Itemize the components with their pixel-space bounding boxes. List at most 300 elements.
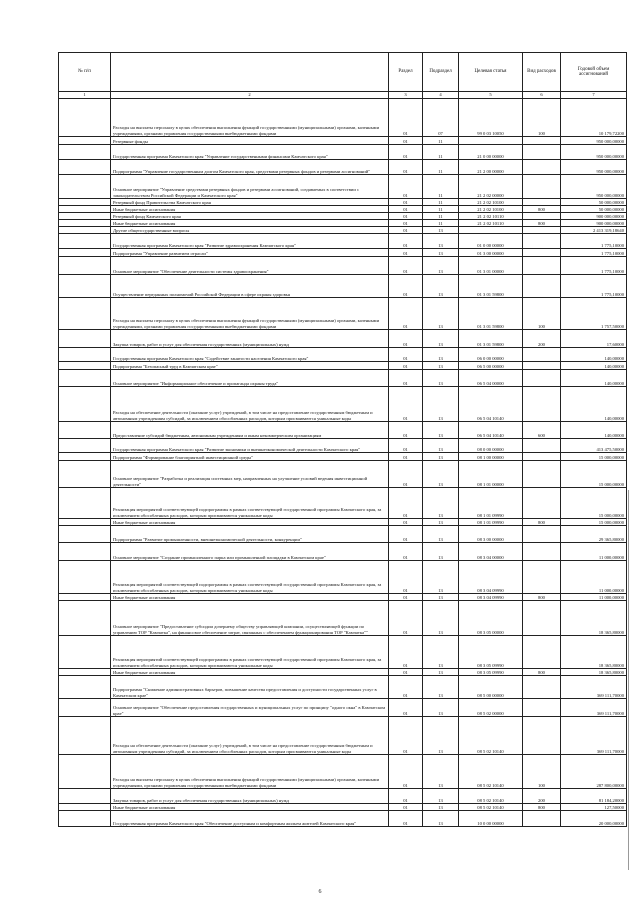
row-subsection-cell: 13: [423, 699, 459, 717]
row-article-cell: 08 1 00 00000: [459, 453, 523, 461]
row-no-cell: [59, 676, 111, 699]
row-section-cell: 01: [389, 145, 423, 160]
row-article-cell: 08 0 00 00000: [459, 439, 523, 453]
row-section-cell: 01: [389, 717, 423, 755]
row-subsection-cell: 13: [423, 789, 459, 804]
row-name-cell: Расходы на выплаты персоналу в целях обеспечения выполнения функций государственными (муниципальными) органами, казенными учреждениями, органами управления государственными внебюджетными фондами: [111, 755, 389, 789]
row-name-cell: Государственная программа Камчатского края "Управление государственными финансами Камчатского края": [111, 145, 389, 160]
table-row: [59, 330, 627, 348]
row-section-cell: 01: [389, 160, 423, 175]
row-amount-cell: 950 000,00000: [561, 145, 627, 160]
row-no-cell: [59, 439, 111, 453]
row-section-cell: 01: [389, 249, 423, 257]
row-name-cell: Иные бюджетные ассигнования: [111, 206, 389, 213]
row-section-cell: 01: [389, 669, 423, 676]
row-amount-cell: 15 000,00000: [561, 488, 627, 519]
table-row: [59, 601, 627, 636]
row-name-cell: Расходы на обеспечение деятельности (оказание услуг) учреждений, в том числе на предоставление государственным бюджетным и автономным учреждениям субсидий, за исключением обособленных расходов, которым присваиваются уникальные коды: [111, 387, 389, 422]
table-row: [59, 362, 627, 370]
row-article-cell: 01 3 01 59800: [459, 298, 523, 330]
row-subsection-cell: 13: [423, 227, 459, 234]
row-expense-cell: 800: [523, 206, 561, 213]
row-subsection-cell: 13: [423, 811, 459, 827]
row-expense-cell: [523, 636, 561, 669]
row-article-cell: 08 3 05 09990: [459, 636, 523, 669]
row-no-cell: [59, 422, 111, 439]
row-article-cell: 08 3 05 00000: [459, 601, 523, 636]
table-row: [59, 145, 627, 160]
row-section-cell: 01: [389, 330, 423, 348]
column-number: 4: [423, 92, 459, 99]
row-subsection-cell: 13: [423, 298, 459, 330]
row-subsection-cell: 13: [423, 249, 459, 257]
row-section-cell: 01: [389, 519, 423, 526]
row-no-cell: [59, 206, 111, 213]
row-expense-cell: [523, 699, 561, 717]
row-no-cell: [59, 370, 111, 387]
header-no: № п/п: [59, 53, 111, 92]
row-no-cell: [59, 804, 111, 811]
column-number: 7: [561, 92, 627, 99]
row-section-cell: 01: [389, 561, 423, 594]
row-section-cell: 01: [389, 601, 423, 636]
row-expense-cell: [523, 175, 561, 199]
row-no-cell: [59, 160, 111, 175]
row-subsection-cell: 13: [423, 636, 459, 669]
row-article-cell: 01 3 01 59800: [459, 275, 523, 298]
table-row: [59, 422, 627, 439]
row-name-cell: Иные бюджетные ассигнования: [111, 804, 389, 811]
row-no-cell: [59, 362, 111, 370]
row-expense-cell: [523, 213, 561, 220]
row-name-cell: Подпрограмма "Формирование благоприятной инвестиционной среды": [111, 453, 389, 461]
row-subsection-cell: 13: [423, 461, 459, 488]
header-expense-type: Вид расходов: [523, 53, 561, 92]
row-expense-cell: [523, 362, 561, 370]
row-article-cell: 21 2 02 00000: [459, 175, 523, 199]
row-expense-cell: [523, 387, 561, 422]
table-row: [59, 175, 627, 199]
margin-line: [628, 490, 631, 870]
row-subsection-cell: 13: [423, 676, 459, 699]
row-section-cell: 01: [389, 488, 423, 519]
row-subsection-cell: 13: [423, 804, 459, 811]
row-section-cell: 01: [389, 227, 423, 234]
row-expense-cell: [523, 461, 561, 488]
row-no-cell: [59, 561, 111, 594]
row-name-cell: Основное мероприятие "Разработка и реализация системных мер, направленных на улучшение условий ведения инвестиционной деятельности": [111, 461, 389, 488]
row-no-cell: [59, 717, 111, 755]
row-no-cell: [59, 453, 111, 461]
table-body: [59, 99, 627, 827]
row-article-cell: 99 0 03 10050: [459, 99, 523, 137]
row-expense-cell: [523, 543, 561, 561]
row-name-cell: Подпрограмма "Развитие промышленности, внешнеэкономической деятельности, конкуренции": [111, 526, 389, 543]
row-subsection-cell: 11: [423, 206, 459, 213]
row-name-cell: Резервный фонд Правительства Камчатского края: [111, 199, 389, 206]
row-no-cell: [59, 234, 111, 249]
row-subsection-cell: 07: [423, 99, 459, 137]
row-amount-cell: 15 000,00000: [561, 453, 627, 461]
row-amount-cell: 20 000,00000: [561, 811, 627, 827]
table-row: [59, 676, 627, 699]
row-amount-cell: 1 775,10000: [561, 275, 627, 298]
row-name-cell: Подпрограмма "Управление государственным долгом Камчатского края, средствами резервных фондов и резервами ассигнований": [111, 160, 389, 175]
row-subsection-cell: 13: [423, 488, 459, 519]
row-article-cell: 10 0 00 00000: [459, 811, 523, 827]
row-subsection-cell: 13: [423, 439, 459, 453]
row-no-cell: [59, 249, 111, 257]
row-section-cell: 01: [389, 699, 423, 717]
row-article-cell: 06 0 00 00000: [459, 348, 523, 362]
row-expense-cell: [523, 227, 561, 234]
row-subsection-cell: 13: [423, 594, 459, 601]
row-section-cell: 01: [389, 789, 423, 804]
table-row: [59, 789, 627, 804]
row-amount-cell: 11 000,00000: [561, 594, 627, 601]
row-section-cell: 01: [389, 137, 423, 145]
row-article-cell: 08 1 01 00000: [459, 461, 523, 488]
table-row: [59, 257, 627, 275]
row-article-cell: 01 0 00 00000: [459, 234, 523, 249]
row-name-cell: Основное мероприятие "Обеспечение предоставления государственных и муниципальных услуг по принципу "одного окна" в Камчатском крае": [111, 699, 389, 717]
row-no-cell: [59, 488, 111, 519]
row-no-cell: [59, 298, 111, 330]
row-no-cell: [59, 669, 111, 676]
row-amount-cell: 369 111,70000: [561, 717, 627, 755]
row-expense-cell: [523, 257, 561, 275]
row-article-cell: 08 3 05 09990: [459, 669, 523, 676]
row-section-cell: 01: [389, 370, 423, 387]
budget-table-container: [58, 52, 626, 827]
row-no-cell: [59, 519, 111, 526]
row-amount-cell: 287 800,00000: [561, 755, 627, 789]
table-row: [59, 594, 627, 601]
row-subsection-cell: 11: [423, 175, 459, 199]
row-amount-cell: 127,50000: [561, 804, 627, 811]
row-no-cell: [59, 348, 111, 362]
row-expense-cell: 200: [523, 330, 561, 348]
row-subsection-cell: 11: [423, 213, 459, 220]
row-amount-cell: 50 000,00000: [561, 199, 627, 206]
row-no-cell: [59, 601, 111, 636]
row-amount-cell: 10 179,72200: [561, 99, 627, 137]
row-amount-cell: 15 000,00000: [561, 461, 627, 488]
row-name-cell: Осуществление переданных полномочий Российской Федерации в сфере охраны здоровья: [111, 275, 389, 298]
column-number: 2: [111, 92, 389, 99]
row-no-cell: [59, 199, 111, 206]
row-no-cell: [59, 789, 111, 804]
row-name-cell: Основное мероприятие "Управление средствами резервных фондов и резервами ассигнований, создаваемых в соответствии с законодательством Российской Федерации и Камчатского края": [111, 175, 389, 199]
row-subsection-cell: 13: [423, 362, 459, 370]
row-amount-cell: 50 000,00000: [561, 206, 627, 213]
table-row: [59, 699, 627, 717]
row-article-cell: [459, 137, 523, 145]
row-no-cell: [59, 257, 111, 275]
row-no-cell: [59, 220, 111, 227]
row-name-cell: Расходы на обеспечение деятельности (оказание услуг) учреждений, в том числе на предоставление государственным бюджетным и автономным учреждениям субсидий, за исключением обособленных расходов, которым присваиваются уникальные коды: [111, 717, 389, 755]
row-article-cell: [459, 227, 523, 234]
row-subsection-cell: 13: [423, 275, 459, 298]
row-expense-cell: 100: [523, 755, 561, 789]
table-row: [59, 811, 627, 827]
table-row: [59, 348, 627, 362]
row-expense-cell: 600: [523, 422, 561, 439]
row-name-cell: Резервный фонд Камчатского края: [111, 213, 389, 220]
row-no-cell: [59, 387, 111, 422]
row-name-cell: Государственная программа Камчатского края "Содействие занятости населения Камчатского края": [111, 348, 389, 362]
row-subsection-cell: 13: [423, 387, 459, 422]
row-amount-cell: 81 184,20000: [561, 789, 627, 804]
row-expense-cell: 800: [523, 220, 561, 227]
row-article-cell: 08 3 04 09990: [459, 561, 523, 594]
row-subsection-cell: 11: [423, 160, 459, 175]
table-row: [59, 453, 627, 461]
row-article-cell: 01 3 01 00000: [459, 257, 523, 275]
table-row: [59, 387, 627, 422]
row-amount-cell: 11 000,00000: [561, 543, 627, 561]
row-expense-cell: [523, 199, 561, 206]
row-article-cell: 01 3 01 59800: [459, 330, 523, 348]
row-article-cell: 21 2 02 10100: [459, 206, 523, 213]
row-expense-cell: [523, 275, 561, 298]
row-name-cell: Иные бюджетные ассигнования: [111, 220, 389, 227]
row-no-cell: [59, 755, 111, 789]
row-amount-cell: 11 000,00000: [561, 561, 627, 594]
row-no-cell: [59, 330, 111, 348]
row-article-cell: 06 5 04 10140: [459, 387, 523, 422]
row-amount-cell: 140,00000: [561, 370, 627, 387]
row-article-cell: 21 0 00 00000: [459, 145, 523, 160]
row-section-cell: 01: [389, 220, 423, 227]
row-no-cell: [59, 811, 111, 827]
row-article-cell: 08 1 01 09990: [459, 519, 523, 526]
row-amount-cell: 1 757,50000: [561, 298, 627, 330]
column-number: 3: [389, 92, 423, 99]
row-article-cell: 08 3 04 00000: [459, 543, 523, 561]
table-row: [59, 543, 627, 561]
header-subsection: Подраздел: [423, 53, 459, 92]
row-name-cell: Резервные фонды: [111, 137, 389, 145]
column-number: 5: [459, 92, 523, 99]
row-article-cell: 08 5 00 00000: [459, 676, 523, 699]
row-section-cell: 01: [389, 362, 423, 370]
header-name: [111, 53, 389, 92]
table-row: [59, 488, 627, 519]
table-row: [59, 804, 627, 811]
row-section-cell: 01: [389, 439, 423, 453]
row-no-cell: [59, 636, 111, 669]
budget-table: [58, 52, 627, 827]
row-amount-cell: 140,00000: [561, 362, 627, 370]
row-section-cell: 01: [389, 175, 423, 199]
row-section-cell: 01: [389, 594, 423, 601]
row-amount-cell: 1 775,10000: [561, 257, 627, 275]
row-expense-cell: [523, 234, 561, 249]
row-no-cell: [59, 461, 111, 488]
row-section-cell: 01: [389, 275, 423, 298]
row-amount-cell: 140,00000: [561, 422, 627, 439]
row-name-cell: Другие общегосударственные вопросы: [111, 227, 389, 234]
row-amount-cell: 1 775,10000: [561, 249, 627, 257]
row-subsection-cell: 11: [423, 220, 459, 227]
row-section-cell: 01: [389, 99, 423, 137]
row-section-cell: 01: [389, 811, 423, 827]
row-expense-cell: [523, 811, 561, 827]
row-amount-cell: 413 475,50000: [561, 439, 627, 453]
row-name-cell: Расходы на выплаты персоналу в целях обеспечения выполнения функций государственными (муниципальными) органами, казенными учреждениями, органами управления государственными внебюджетными фондами: [111, 298, 389, 330]
table-row: [59, 99, 627, 137]
row-name-cell: Подпрограмма "Управление развитием отрасли": [111, 249, 389, 257]
row-subsection-cell: 13: [423, 330, 459, 348]
row-name-cell: Основное мероприятие "Информационное обеспечение и пропаганда охраны труда": [111, 370, 389, 387]
row-expense-cell: [523, 439, 561, 453]
row-expense-cell: 800: [523, 594, 561, 601]
row-subsection-cell: 11: [423, 145, 459, 160]
row-amount-cell: 29 365,80000: [561, 526, 627, 543]
row-amount-cell: 18 365,80000: [561, 669, 627, 676]
row-no-cell: [59, 213, 111, 220]
row-amount-cell: 18 365,80000: [561, 636, 627, 669]
row-expense-cell: [523, 370, 561, 387]
row-expense-cell: 100: [523, 298, 561, 330]
row-no-cell: [59, 227, 111, 234]
row-article-cell: 21 2 02 10110: [459, 220, 523, 227]
row-amount-cell: 2 413 319,18640: [561, 227, 627, 234]
row-section-cell: 01: [389, 298, 423, 330]
row-section-cell: 01: [389, 199, 423, 206]
row-article-cell: 21 2 02 10110: [459, 213, 523, 220]
row-section-cell: 01: [389, 257, 423, 275]
row-section-cell: 01: [389, 234, 423, 249]
row-name-cell: Закупка товаров, работ и услуг для обеспечения государственных (муниципальных) нужд: [111, 789, 389, 804]
row-name-cell: Реализация мероприятий соответствующей подпрограммы в рамках соответствующей государственной программы Камчатского края, за исключением обособленных расходов, которым присваиваются уникальные коды: [111, 561, 389, 594]
row-article-cell: 08 5 02 10140: [459, 804, 523, 811]
row-amount-cell: 17,60000: [561, 330, 627, 348]
table-row: [59, 234, 627, 249]
row-section-cell: 01: [389, 804, 423, 811]
row-subsection-cell: 13: [423, 561, 459, 594]
row-article-cell: 06 5 00 00000: [459, 362, 523, 370]
row-no-cell: [59, 175, 111, 199]
row-amount-cell: 15 000,00000: [561, 519, 627, 526]
table-row: [59, 370, 627, 387]
row-section-cell: 01: [389, 387, 423, 422]
row-no-cell: [59, 543, 111, 561]
table-row: [59, 519, 627, 526]
row-subsection-cell: 11: [423, 199, 459, 206]
row-article-cell: 08 5 02 10140: [459, 755, 523, 789]
row-expense-cell: [523, 526, 561, 543]
row-expense-cell: [523, 348, 561, 362]
row-amount-cell: 950 000,00000: [561, 137, 627, 145]
table-row: [59, 636, 627, 669]
row-subsection-cell: 13: [423, 526, 459, 543]
row-section-cell: 01: [389, 461, 423, 488]
row-amount-cell: 140,00000: [561, 348, 627, 362]
table-row: [59, 561, 627, 594]
row-name-cell: Реализация мероприятий соответствующей подпрограммы в рамках соответствующей государственной программы Камчатского края, за исключением обособленных расходов, которым присваиваются уникальные коды: [111, 636, 389, 669]
row-name-cell: Подпрограмма "Безопасный труд в Камчатском крае": [111, 362, 389, 370]
row-article-cell: 21 2 00 00000: [459, 160, 523, 175]
row-name-cell: Расходы на выплаты персоналу в целях обеспечения выполнения функций государственными (муниципальными) органами, казенными учреждениями, органами управления государственными внебюджетными фондами: [111, 99, 389, 137]
row-subsection-cell: 13: [423, 257, 459, 275]
row-section-cell: 01: [389, 453, 423, 461]
row-section-cell: 01: [389, 636, 423, 669]
table-row: [59, 717, 627, 755]
row-name-cell: Подпрограмма "Снижение административных барьеров, повышение качества предоставления и доступности государственных услуг в Камчатском крае": [111, 676, 389, 699]
row-article-cell: 06 5 04 00000: [459, 370, 523, 387]
row-article-cell: 21 2 02 10100: [459, 199, 523, 206]
row-expense-cell: [523, 601, 561, 636]
table-row: [59, 526, 627, 543]
row-subsection-cell: 13: [423, 717, 459, 755]
row-name-cell: Иные бюджетные ассигнования: [111, 594, 389, 601]
row-section-cell: 01: [389, 543, 423, 561]
row-section-cell: 01: [389, 422, 423, 439]
row-subsection-cell: 11: [423, 137, 459, 145]
row-subsection-cell: 13: [423, 422, 459, 439]
table-row: [59, 461, 627, 488]
header-amount: Годовой объем ассигнований: [561, 53, 627, 92]
table-row: [59, 275, 627, 298]
header-article: Целевая статья: [459, 53, 523, 92]
table-row: [59, 220, 627, 227]
row-subsection-cell: 13: [423, 234, 459, 249]
row-subsection-cell: 13: [423, 370, 459, 387]
row-name-cell: Иные бюджетные ассигнования: [111, 519, 389, 526]
table-row: [59, 206, 627, 213]
row-section-cell: 01: [389, 755, 423, 789]
row-amount-cell: 950 000,00000: [561, 175, 627, 199]
row-section-cell: 01: [389, 676, 423, 699]
row-amount-cell: 900 000,00000: [561, 220, 627, 227]
row-amount-cell: 18 365,80000: [561, 601, 627, 636]
row-subsection-cell: 13: [423, 669, 459, 676]
row-name-cell: Закупка товаров, работ и услуг для обеспечения государственных (муниципальных) нужд: [111, 330, 389, 348]
table-row: [59, 298, 627, 330]
row-name-cell: Основное мероприятие "Обеспечение деятельности системы здравоохранения": [111, 257, 389, 275]
row-no-cell: [59, 594, 111, 601]
table-row: [59, 137, 627, 145]
row-no-cell: [59, 699, 111, 717]
row-amount-cell: 369 111,70000: [561, 699, 627, 717]
table-row: [59, 439, 627, 453]
row-expense-cell: [523, 249, 561, 257]
row-expense-cell: [523, 453, 561, 461]
row-name-cell: Государственная программа Камчатского края "Развитие экономики и внешнеэкономической деятельности Камчатского края": [111, 439, 389, 453]
table-row: [59, 249, 627, 257]
row-article-cell: 01 3 00 00000: [459, 249, 523, 257]
row-expense-cell: 800: [523, 519, 561, 526]
row-subsection-cell: 13: [423, 543, 459, 561]
row-expense-cell: [523, 488, 561, 519]
row-article-cell: 08 1 01 09990: [459, 488, 523, 519]
column-number-row: [59, 92, 627, 99]
row-article-cell: 08 5 02 00000: [459, 699, 523, 717]
row-expense-cell: [523, 561, 561, 594]
row-amount-cell: 900 000,00000: [561, 213, 627, 220]
row-expense-cell: [523, 145, 561, 160]
table-row: [59, 669, 627, 676]
row-name-cell: Реализация мероприятий соответствующей подпрограммы в рамках соответствующей государственной программы Камчатского края, за исключением обособленных расходов, которым присваиваются уникальные коды: [111, 488, 389, 519]
row-article-cell: 08 5 02 10140: [459, 789, 523, 804]
row-no-cell: [59, 145, 111, 160]
row-section-cell: 01: [389, 213, 423, 220]
table-header-row: [59, 53, 627, 92]
row-subsection-cell: 13: [423, 601, 459, 636]
row-no-cell: [59, 137, 111, 145]
